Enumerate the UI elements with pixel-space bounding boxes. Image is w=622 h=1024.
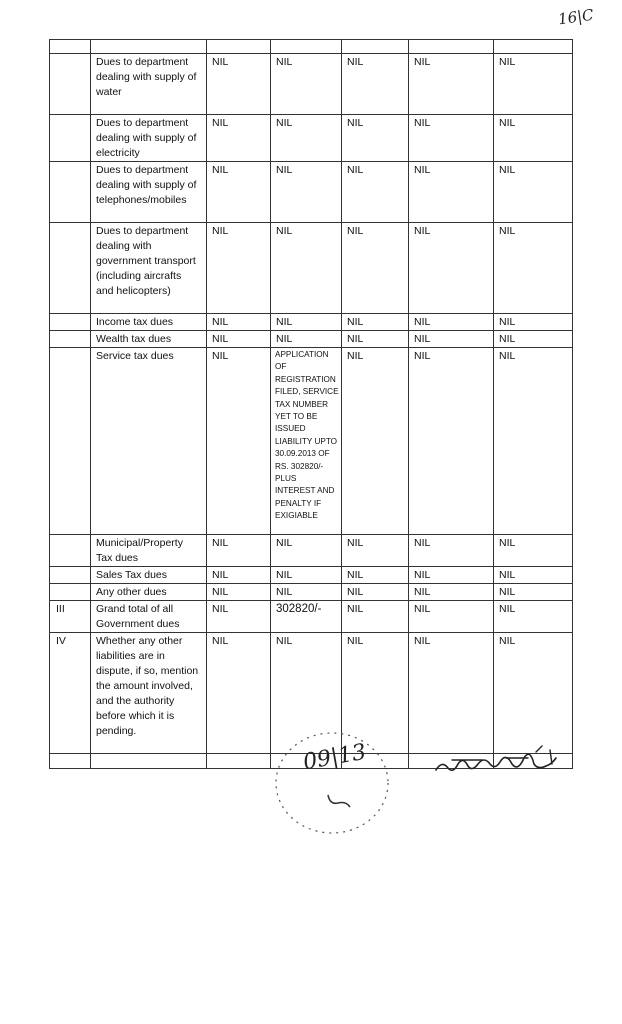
value-cell: NIL (342, 223, 409, 314)
value-cell: NIL (409, 601, 494, 633)
table-row (50, 223, 573, 314)
item-cell: Service tax dues (91, 348, 207, 535)
value-cell: NIL (342, 314, 409, 331)
table-row (50, 601, 573, 633)
value-cell: NIL (494, 633, 573, 754)
serial-cell (50, 754, 91, 769)
value-cell: NIL (342, 162, 409, 223)
stamp-date: 09|13 (301, 739, 369, 776)
serial-cell (50, 40, 91, 54)
serial-cell (50, 54, 91, 115)
item-cell: Dues to department dealing with supply of water (91, 54, 207, 115)
item-cell: Whether any other liabilities are in dispute, if so, mention the amount involved, and the authority before which it is pending. (91, 633, 207, 754)
value-cell: NIL (271, 331, 342, 348)
item-cell: Dues to department dealing with supply of telephones/mobiles (91, 162, 207, 223)
item-cell: Income tax dues (91, 314, 207, 331)
value-cell: 302820/- (271, 601, 342, 633)
value-cell: NIL (409, 535, 494, 567)
value-cell: NIL (207, 584, 271, 601)
value-cell: NIL (409, 314, 494, 331)
value-cell: NIL (342, 567, 409, 584)
value-cell (494, 40, 573, 54)
value-cell: NIL (494, 348, 573, 535)
value-cell: NIL (494, 535, 573, 567)
value-cell: NIL (271, 567, 342, 584)
value-cell: NIL (494, 314, 573, 331)
item-cell (91, 754, 207, 769)
serial-cell (50, 567, 91, 584)
value-cell: NIL (207, 223, 271, 314)
value-cell (409, 40, 494, 54)
item-cell: Municipal/Property Tax dues (91, 535, 207, 567)
serial-cell (50, 115, 91, 162)
item-cell: Any other dues (91, 584, 207, 601)
value-cell: NIL (409, 567, 494, 584)
value-cell: NIL (271, 584, 342, 601)
serial-cell (50, 331, 91, 348)
value-cell: NIL (409, 115, 494, 162)
table-row (50, 40, 573, 54)
value-cell: NIL (409, 162, 494, 223)
value-cell: NIL (494, 115, 573, 162)
value-cell: NIL (494, 567, 573, 584)
serial-cell (50, 314, 91, 331)
value-cell: NIL (207, 314, 271, 331)
table-row (50, 54, 573, 115)
table-row (50, 535, 573, 567)
value-cell (342, 40, 409, 54)
dues-table (49, 39, 573, 769)
serial-cell (50, 223, 91, 314)
table-row (50, 314, 573, 331)
value-cell: NIL (409, 584, 494, 601)
value-cell: NIL (494, 162, 573, 223)
item-cell: Sales Tax dues (91, 567, 207, 584)
value-cell: NIL (342, 535, 409, 567)
value-cell: NIL (342, 331, 409, 348)
value-cell: NIL (494, 584, 573, 601)
service-tax-note-cell: APPLICATION OF REGISTRATION FILED, SERVICE TAX NUMBER YET TO BE ISSUED LIABILITY UPTO 30.09.2013 OF RS. 302820/- PLUS INTEREST AND PENALTY IF EXIGIABLE (271, 348, 342, 535)
value-cell: NIL (342, 633, 409, 754)
value-cell: NIL (207, 54, 271, 115)
value-cell: NIL (494, 601, 573, 633)
value-cell: NIL (207, 535, 271, 567)
value-cell: NIL (207, 633, 271, 754)
value-cell: NIL (207, 348, 271, 535)
value-cell: NIL (409, 633, 494, 754)
item-cell (91, 40, 207, 54)
serial-cell (50, 535, 91, 567)
value-cell: NIL (207, 162, 271, 223)
table-row (50, 567, 573, 584)
value-cell: NIL (494, 223, 573, 314)
value-cell: NIL (207, 567, 271, 584)
serial-cell: III (50, 601, 91, 633)
table-row (50, 348, 573, 535)
value-cell (207, 754, 271, 769)
value-cell (271, 40, 342, 54)
value-cell: NIL (342, 584, 409, 601)
serial-cell (50, 584, 91, 601)
value-cell: NIL (342, 54, 409, 115)
serial-cell (50, 162, 91, 223)
item-cell: Dues to department dealing with supply of electricity (91, 115, 207, 162)
round-seal-stamp (270, 725, 400, 845)
value-cell: NIL (409, 54, 494, 115)
value-cell: NIL (342, 348, 409, 535)
table-row (50, 115, 573, 162)
page-number: 16|C (556, 5, 595, 29)
table-row (50, 162, 573, 223)
value-cell: NIL (409, 348, 494, 535)
value-cell: NIL (271, 314, 342, 331)
value-cell: NIL (271, 54, 342, 115)
serial-cell (50, 348, 91, 535)
value-cell: NIL (342, 601, 409, 633)
value-cell: NIL (271, 115, 342, 162)
value-cell: NIL (271, 223, 342, 314)
value-cell: NIL (271, 633, 342, 754)
value-cell: NIL (207, 115, 271, 162)
table-row (50, 584, 573, 601)
value-cell: NIL (494, 54, 573, 115)
item-cell: Grand total of all Government dues (91, 601, 207, 633)
value-cell (207, 40, 271, 54)
table-row (50, 331, 573, 348)
value-cell: NIL (409, 331, 494, 348)
value-cell: NIL (494, 331, 573, 348)
value-cell: NIL (271, 162, 342, 223)
value-cell: NIL (271, 535, 342, 567)
item-cell: Dues to department dealing with government transport (including aircrafts and helicopters) (91, 223, 207, 314)
value-cell: NIL (409, 223, 494, 314)
serial-cell: IV (50, 633, 91, 754)
value-cell: NIL (207, 601, 271, 633)
value-cell: NIL (207, 331, 271, 348)
value-cell: NIL (342, 115, 409, 162)
signature (432, 742, 572, 782)
item-cell: Wealth tax dues (91, 331, 207, 348)
